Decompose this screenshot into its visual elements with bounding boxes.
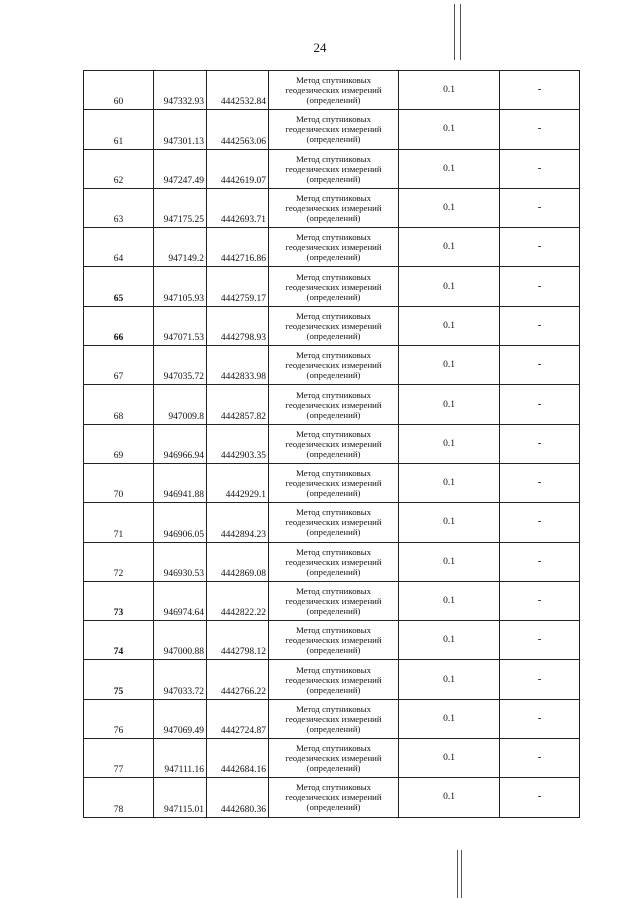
accuracy-value: 0.1 <box>399 228 500 267</box>
empty-value: - <box>500 385 580 424</box>
coordinate-x: 946906.05 <box>154 503 207 542</box>
method-cell <box>269 424 399 463</box>
point-number: 69 <box>84 424 154 463</box>
coordinates-table <box>83 70 580 818</box>
table-row <box>84 110 580 149</box>
method-line: Метод спутниковых <box>295 153 372 164</box>
method-cell <box>269 267 399 306</box>
coordinate-x: 946974.64 <box>154 581 207 620</box>
scan-artifact <box>461 850 462 898</box>
method-line: геодезических измерений <box>285 320 382 331</box>
coordinate-x: 947332.93 <box>154 71 207 110</box>
coordinate-x: 947301.13 <box>154 110 207 149</box>
coordinate-y: 4442766.22 <box>207 660 269 699</box>
method-line: Метод спутниковых <box>295 428 372 439</box>
empty-value: - <box>500 424 580 463</box>
coordinate-y: 4442833.98 <box>207 346 269 385</box>
accuracy-value: 0.1 <box>399 385 500 424</box>
method-line: геодезических измерений <box>285 399 382 410</box>
point-number: 71 <box>84 503 154 542</box>
method-line: (определений) <box>306 252 361 263</box>
method-line: (определений) <box>306 291 361 302</box>
table-row <box>84 188 580 227</box>
method-cell <box>269 581 399 620</box>
table-row <box>84 346 580 385</box>
coordinate-y: 4442857.82 <box>207 385 269 424</box>
method-line: (определений) <box>306 566 361 577</box>
method-line: геодезических измерений <box>285 674 382 685</box>
method-line: (определений) <box>306 488 361 499</box>
table-row <box>84 463 580 502</box>
method-line: (определений) <box>306 95 361 106</box>
empty-value: - <box>500 346 580 385</box>
method-line: Метод спутниковых <box>295 468 372 479</box>
accuracy-value: 0.1 <box>399 306 500 345</box>
accuracy-value: 0.1 <box>399 149 500 188</box>
coordinate-y: 4442798.12 <box>207 621 269 660</box>
method-line: Метод спутниковых <box>295 743 372 754</box>
method-cell <box>269 228 399 267</box>
method-line: геодезических измерений <box>285 124 382 135</box>
method-line: Метод спутниковых <box>295 586 372 596</box>
coordinate-x: 947000.88 <box>154 621 207 660</box>
coordinate-x: 947115.01 <box>154 778 207 817</box>
coordinate-y: 4442716.86 <box>207 228 269 267</box>
method-cell <box>269 660 399 699</box>
method-line: Метод спутниковых <box>295 389 372 400</box>
empty-value: - <box>500 621 580 660</box>
point-number: 72 <box>84 542 154 581</box>
method-line: Метод спутниковых <box>295 546 372 557</box>
empty-value: - <box>500 503 580 542</box>
method-line: Метод спутниковых <box>295 75 372 86</box>
empty-value: - <box>500 71 580 110</box>
coordinate-y: 4442869.08 <box>207 542 269 581</box>
accuracy-value: 0.1 <box>399 463 500 502</box>
empty-value: - <box>500 778 580 817</box>
method-line: Метод спутниковых <box>295 271 372 282</box>
empty-value: - <box>500 228 580 267</box>
table-row <box>84 267 580 306</box>
table-row <box>84 699 580 738</box>
point-number: 67 <box>84 346 154 385</box>
method-line: геодезических измерений <box>285 85 382 96</box>
coordinate-y: 4442532.84 <box>207 71 269 110</box>
method-cell <box>269 778 399 817</box>
empty-value: - <box>500 149 580 188</box>
point-number: 70 <box>84 463 154 502</box>
method-cell <box>269 463 399 502</box>
coordinate-y: 4442759.17 <box>207 267 269 306</box>
point-number: 68 <box>84 385 154 424</box>
method-line: (определений) <box>306 606 361 616</box>
method-line: Метод спутниковых <box>295 310 372 321</box>
coordinate-x: 947105.93 <box>154 267 207 306</box>
point-number: 65 <box>84 267 154 306</box>
table-row <box>84 306 580 345</box>
method-line: (определений) <box>306 723 361 734</box>
coordinate-x: 947247.49 <box>154 149 207 188</box>
method-line: Метод спутниковых <box>295 782 372 793</box>
coordinate-y: 4442798.93 <box>207 306 269 345</box>
method-line: геодезических измерений <box>285 792 382 803</box>
coordinate-y: 4442929.1 <box>207 463 269 502</box>
accuracy-value: 0.1 <box>399 503 500 542</box>
empty-value: - <box>500 739 580 778</box>
accuracy-value: 0.1 <box>399 110 500 149</box>
table-row <box>84 149 580 188</box>
point-number: 78 <box>84 778 154 817</box>
coordinate-x: 946966.94 <box>154 424 207 463</box>
coordinate-x: 947149.2 <box>154 228 207 267</box>
table-body <box>84 71 580 818</box>
coordinate-x: 947009.8 <box>154 385 207 424</box>
empty-value: - <box>500 267 580 306</box>
table-row <box>84 739 580 778</box>
table-row <box>84 660 580 699</box>
method-line: (определений) <box>306 527 361 538</box>
point-number: 64 <box>84 228 154 267</box>
method-line: (определений) <box>306 763 361 774</box>
page-number: 24 <box>313 40 327 55</box>
accuracy-value: 0.1 <box>399 267 500 306</box>
scan-artifact <box>460 4 461 60</box>
accuracy-value: 0.1 <box>399 71 500 110</box>
point-number: 75 <box>84 660 154 699</box>
method-line: Метод спутниковых <box>295 507 372 518</box>
accuracy-value: 0.1 <box>399 660 500 699</box>
empty-value: - <box>500 110 580 149</box>
empty-value: - <box>500 581 580 620</box>
coordinate-x: 947035.72 <box>154 346 207 385</box>
table-row <box>84 621 580 660</box>
table-row <box>84 778 580 817</box>
method-line: Метод спутниковых <box>295 703 372 714</box>
coordinate-y: 4442894.23 <box>207 503 269 542</box>
empty-value: - <box>500 188 580 227</box>
coordinate-x: 947071.53 <box>154 306 207 345</box>
coordinate-y: 4442680.36 <box>207 778 269 817</box>
method-line: геодезических измерений <box>285 478 382 489</box>
method-line: геодезических измерений <box>285 635 382 646</box>
table-row <box>84 542 580 581</box>
method-line: (определений) <box>306 684 361 695</box>
method-line: геодезических измерений <box>285 517 382 528</box>
table-row <box>84 228 580 267</box>
accuracy-value: 0.1 <box>399 542 500 581</box>
method-cell <box>269 149 399 188</box>
method-line: (определений) <box>306 802 361 813</box>
method-line: геодезических измерений <box>285 360 382 371</box>
accuracy-value: 0.1 <box>399 188 500 227</box>
method-line: Метод спутниковых <box>295 232 372 243</box>
method-line: геодезических измерений <box>285 753 382 764</box>
accuracy-value: 0.1 <box>399 778 500 817</box>
point-number: 61 <box>84 110 154 149</box>
scan-artifact <box>457 850 458 898</box>
method-cell <box>269 306 399 345</box>
method-line: Метод спутниковых <box>295 114 372 125</box>
coordinate-y: 4442822.22 <box>207 581 269 620</box>
point-number: 63 <box>84 188 154 227</box>
accuracy-value: 0.1 <box>399 346 500 385</box>
method-cell <box>269 542 399 581</box>
method-line: Метод спутниковых <box>295 193 372 204</box>
empty-value: - <box>500 660 580 699</box>
scan-artifact <box>454 4 455 60</box>
coordinate-y: 4442693.71 <box>207 188 269 227</box>
table-row <box>84 385 580 424</box>
coordinate-y: 4442684.16 <box>207 739 269 778</box>
method-line: Метод спутниковых <box>295 625 372 636</box>
point-number: 73 <box>84 581 154 620</box>
coordinate-x: 946941.88 <box>154 463 207 502</box>
coordinate-y: 4442724.87 <box>207 699 269 738</box>
accuracy-value: 0.1 <box>399 739 500 778</box>
table-row <box>84 71 580 110</box>
method-line: геодезических измерений <box>285 281 382 292</box>
method-line: Метод спутниковых <box>295 664 372 675</box>
point-number: 76 <box>84 699 154 738</box>
method-cell <box>269 188 399 227</box>
method-line: (определений) <box>306 448 361 459</box>
method-line: геодезических измерений <box>285 713 382 724</box>
method-cell <box>269 699 399 738</box>
coordinate-y: 4442903.35 <box>207 424 269 463</box>
empty-value: - <box>500 463 580 502</box>
point-number: 74 <box>84 621 154 660</box>
method-line: геодезических измерений <box>285 596 382 606</box>
method-cell <box>269 385 399 424</box>
empty-value: - <box>500 306 580 345</box>
point-number: 60 <box>84 71 154 110</box>
method-cell <box>269 71 399 110</box>
empty-value: - <box>500 699 580 738</box>
method-line: (определений) <box>306 645 361 656</box>
method-line: (определений) <box>306 134 361 145</box>
method-line: (определений) <box>306 409 361 420</box>
table-row <box>84 503 580 542</box>
method-line: геодезических измерений <box>285 163 382 174</box>
point-number: 66 <box>84 306 154 345</box>
method-cell <box>269 503 399 542</box>
accuracy-value: 0.1 <box>399 621 500 660</box>
coordinate-y: 4442619.07 <box>207 149 269 188</box>
method-cell <box>269 621 399 660</box>
method-line: геодезических измерений <box>285 556 382 567</box>
method-cell <box>269 739 399 778</box>
accuracy-value: 0.1 <box>399 581 500 620</box>
table-row <box>84 581 580 620</box>
method-line: (определений) <box>306 370 361 381</box>
method-line: геодезических измерений <box>285 203 382 214</box>
coordinate-x: 947033.72 <box>154 660 207 699</box>
method-line: геодезических измерений <box>285 242 382 253</box>
point-number: 77 <box>84 739 154 778</box>
empty-value: - <box>500 542 580 581</box>
method-cell <box>269 346 399 385</box>
method-line: (определений) <box>306 213 361 224</box>
point-number: 62 <box>84 149 154 188</box>
coordinate-x: 947175.25 <box>154 188 207 227</box>
accuracy-value: 0.1 <box>399 699 500 738</box>
coordinate-x: 946930.53 <box>154 542 207 581</box>
method-cell <box>269 110 399 149</box>
coordinate-x: 947111.16 <box>154 739 207 778</box>
method-line: (определений) <box>306 173 361 184</box>
table-row <box>84 424 580 463</box>
method-line: Метод спутниковых <box>295 350 372 361</box>
method-line: (определений) <box>306 330 361 341</box>
accuracy-value: 0.1 <box>399 424 500 463</box>
coordinate-y: 4442563.06 <box>207 110 269 149</box>
coordinate-x: 947069.49 <box>154 699 207 738</box>
method-line: геодезических измерений <box>285 438 382 449</box>
